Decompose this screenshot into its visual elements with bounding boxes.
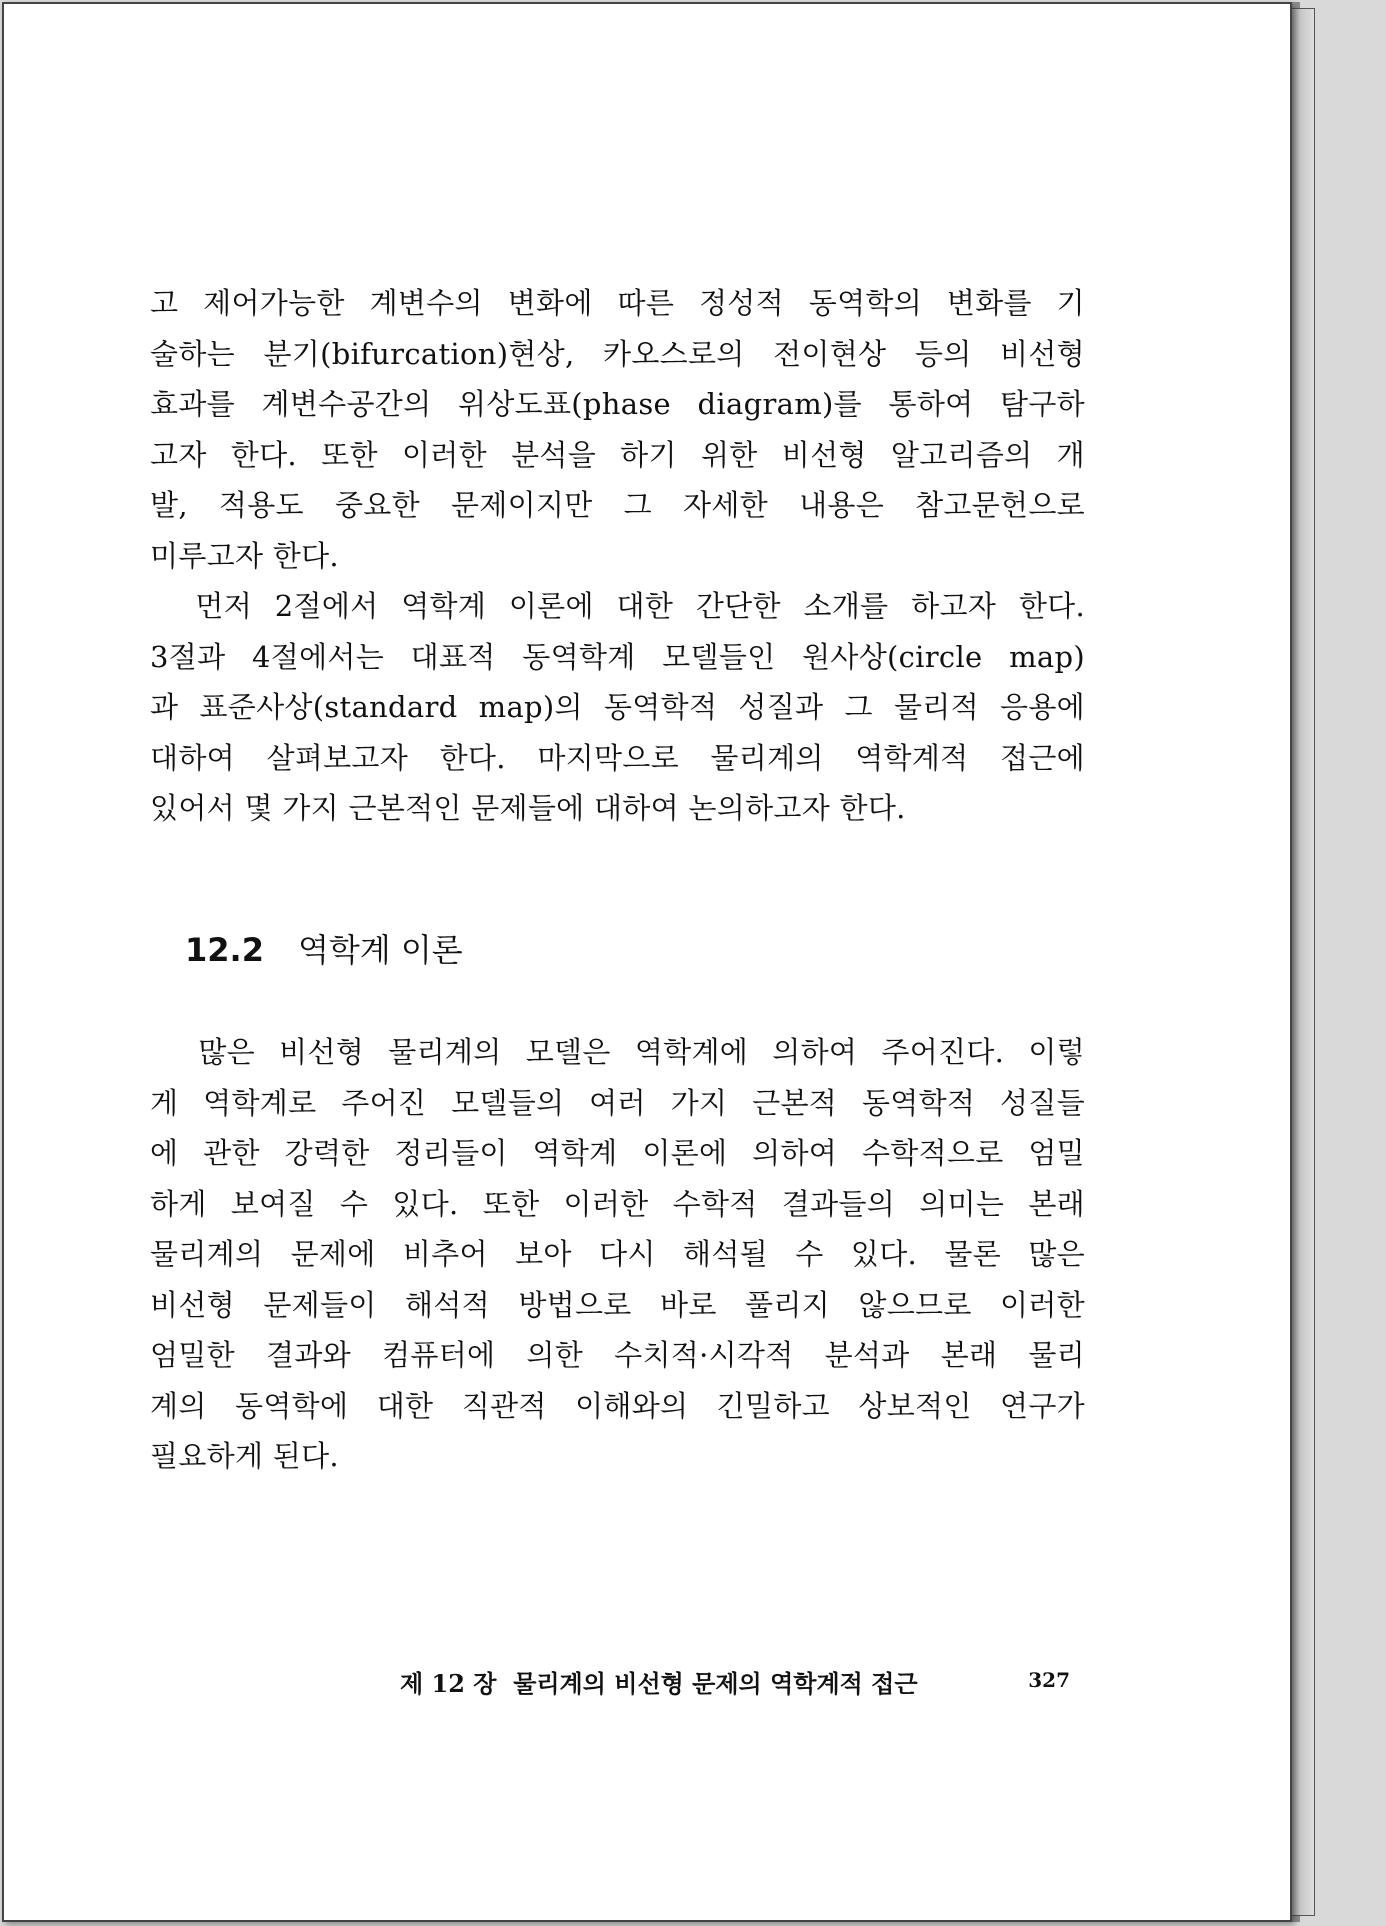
paragraph-line: 많은 비선형 물리계의 모델은 역학계에 의하여 주어진다. 이렇 <box>150 1035 1085 1069</box>
paragraph-1 <box>150 278 1085 581</box>
paragraph-line: 하게 보여질 수 있다. 또한 이러한 수학적 결과들의 의미는 본래 <box>150 1186 1085 1221</box>
paragraph-line: 3절과 4절에서는 대표적 동역학계 모델들인 원사상(circle map) <box>150 639 1085 674</box>
paragraph-line: 고 제어가능한 계변수의 변화에 따른 정성적 동역학의 변화를 기 <box>150 286 1085 320</box>
paragraph-line: 발, 적용도 중요한 문제이지만 그 자세한 내용은 참고문헌으로 <box>150 488 1085 522</box>
paragraph-line: 미루고자 한다. <box>150 538 339 573</box>
paragraph-line: 물리계의 문제에 비추어 보아 다시 해석될 수 있다. 물론 많은 <box>150 1237 1085 1271</box>
paragraph-2 <box>150 581 1085 834</box>
paragraph-line: 에 관한 강력한 정리들이 역학계 이론에 의하여 수학적으로 엄밀 <box>150 1136 1085 1170</box>
paragraph-line: 엄밀한 결과와 컴퓨터에 의한 수치적·시각적 분석과 본래 물리 <box>150 1338 1085 1372</box>
chapter-title: 제 12 장 물리계의 비선형 문제의 역학계적 접근 <box>400 1669 918 1698</box>
paragraph-line: 먼저 2절에서 역학계 이론에 대한 간단한 소개를 하고자 한다. <box>150 589 1085 623</box>
paragraph-line: 고자 한다. 또한 이러한 분석을 하기 위한 비선형 알고리즘의 개 <box>150 437 1085 472</box>
paragraph-line: 효과를 계변수공간의 위상도표(phase diagram)를 통하여 탐구하 <box>150 387 1085 421</box>
page-shadow <box>1292 8 1315 1916</box>
paragraph-line: 과 표준사상(standard map)의 동역학적 성질과 그 물리적 응용에 <box>150 690 1085 724</box>
paragraph-line: 게 역학계로 주어진 모델들의 여러 가지 근본적 동역학적 성질들 <box>150 1085 1085 1120</box>
paragraph-line: 술하는 분기(bifurcation)현상, 카오스로의 전이현상 등의 비선형 <box>150 336 1085 371</box>
paragraph-line: 있어서 몇 가지 근본적인 문제들에 대하여 논의하고자 한다. <box>150 791 906 825</box>
page-number: 327 <box>1028 1668 1070 1692</box>
paragraph-line: 계의 동역학에 대한 직관적 이해와의 긴밀하고 상보적인 연구가 <box>150 1388 1085 1423</box>
section-number: 12.2 <box>185 931 264 969</box>
body-text-bottom <box>150 1027 1085 1482</box>
section-title: 역학계 이론 <box>297 931 463 969</box>
paragraph-line: 비선형 문제들이 해석적 방법으로 바로 풀리지 않으므로 이러한 <box>150 1287 1085 1322</box>
section-heading <box>185 925 463 971</box>
paragraph-3 <box>150 1027 1085 1482</box>
body-text-top <box>150 278 1085 834</box>
paragraph-line: 대하여 살펴보고자 한다. 마지막으로 물리계의 역학계적 접근에 <box>150 740 1085 775</box>
paragraph-line: 필요하게 된다. <box>150 1439 339 1473</box>
running-footer <box>400 1664 1070 1699</box>
